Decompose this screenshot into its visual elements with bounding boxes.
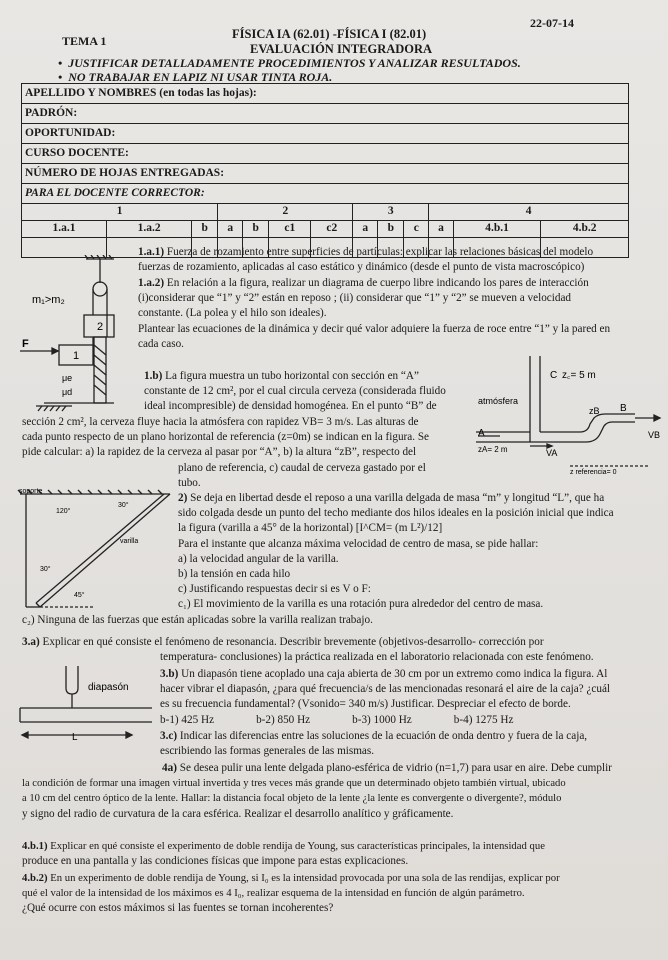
item-4b1: 4.b.1	[453, 221, 540, 238]
label-atmosfera: atmósfera	[478, 396, 519, 406]
label-mu-e: μe	[62, 373, 73, 383]
question-3c: 3.c) Indicar las diferencias entre las soluciones de la ecuación de onda dentro y fuera de la caja, escribiendo las formas generales de las mismas.	[160, 730, 588, 758]
label-diapason: diapasón	[88, 682, 129, 693]
label-block-1: 1	[73, 350, 80, 362]
label-angle-120: 120°	[56, 508, 71, 515]
label-mu-d: μd	[62, 387, 73, 397]
label-block-2: 2	[97, 321, 104, 333]
course-title: FÍSICA IA (62.01) -FÍSICA I (82.01)	[232, 27, 427, 41]
rule-2: • NO TRABAJAR EN LAPIZ NI USAR TINTA ROJA.	[58, 70, 333, 84]
field-oportunidad[interactable]: OPORTUNIDAD:	[22, 124, 629, 144]
question-1b-part-2: sección 2 cm², la cerveza fluye hacia la atmósfera con rapidez VB= 3 m/s. Las alturas de cada punto respecto de un plano horizontal de referencia (z=0m) se indican en la figura. Se pide calcular: a) la rapidez de la cerveza al pasar por “A”, b) la altura “zB”, respecto del	[22, 416, 430, 459]
question-2c2: c₂) Ninguna de las fuerzas que están aplicadas sobre la varilla realizan trabajo.	[22, 614, 373, 626]
label-b: B	[620, 403, 627, 414]
field-curso-docente[interactable]: CURSO DOCENTE:	[22, 144, 629, 164]
item-1a1: 1.a.1	[22, 221, 107, 238]
group-1: 1	[22, 204, 218, 221]
field-numero-hojas[interactable]: NÚMERO DE HOJAS ENTREGADAS:	[22, 164, 629, 184]
item-4a: a	[429, 221, 454, 238]
corrector-header: PARA EL DOCENTE CORRECTOR:	[22, 184, 629, 204]
exam-date: 22-07-14	[530, 16, 574, 30]
label-angle-45: 45°	[74, 592, 85, 599]
question-4b1: 4.b.1) Explicar en qué consiste el experimento de doble rendija de Young, sus características principales, la intensidad que produce en una pantalla y las condiciones físicas que impone para estas explicaciones.	[22, 840, 545, 868]
option-b3: b-3) 1000 Hz	[352, 713, 412, 726]
evaluation-title: EVALUACIÓN INTEGRADORA	[250, 42, 433, 56]
tema-label: TEMA 1	[62, 34, 107, 48]
figure-hanging-rod	[14, 485, 180, 615]
question-3a: 3.a) Explicar en qué consiste el fenómeno de resonancia. Describir brevemente (objetivos-desarrollo- corrección por temperatura- conclusiones) la práctica realizada en el laboratorio relacionada con este fenómeno.	[22, 636, 594, 664]
question-1a1: 1.a.1) Fuerza de rozamiento entre superficies de partículas: explicar las relaciones básicas del modelo fuerzas de rozamiento, aplicadas al caso estático y dinámico (desde el punto de vista macroscópico)	[138, 246, 594, 274]
figure-beer-tube	[470, 356, 666, 482]
item-4b2: 4.b.2	[541, 221, 629, 238]
group-3: 3	[353, 204, 429, 221]
item-3c: c	[404, 221, 429, 238]
option-b1: b-1) 425 Hz	[160, 713, 215, 726]
label-a: A	[478, 428, 485, 439]
label-l: L	[72, 732, 78, 742]
item-3a: a	[353, 221, 378, 238]
question-1b-part-3: plano de referencia, c) caudal de cerveza gastado por el tubo.	[178, 462, 426, 490]
figure-pulley-blocks	[14, 255, 138, 413]
label-angle-30: 30°	[40, 566, 51, 573]
question-1a2: 1.a.2) En relación a la figura, realizar un diagrama de cuerpo libre indicando los pares de interacción (i)considerar que “1” y “2” están en reposo ; (ii) considerar que “1” y “2” se mueven a velocidad constante. (La polea y el hilo son ideales). Plantear las ecuaciones de la dinámica y decir qué valor adquiere la fuerza de roce entre “1” y la pared en cada caso.	[138, 277, 611, 350]
item-2a: a	[218, 221, 243, 238]
item-2b: b	[243, 221, 269, 238]
option-b2: b-2) 850 Hz	[256, 713, 311, 726]
label-masses: m₁>m₂	[32, 294, 65, 306]
field-padron[interactable]: PADRÓN:	[22, 104, 629, 124]
item-3b: b	[378, 221, 404, 238]
label-zb: zB	[589, 406, 600, 416]
item-1b: b	[192, 221, 218, 238]
question-4b2: 4.b.2) En un experimento de doble rendija de Young, si I₀ es la intensidad provocada por una sola de las rendijas, explicar por qué el valor de la intensidad de los máximos es 4 I₀, realizar esquema de la intensidad en función de algún parámetro. ¿Qué ocurre con estos máximos si las fuentes se tornan incoherentes?	[22, 872, 560, 915]
group-4: 4	[429, 204, 629, 221]
resonance-options	[160, 713, 642, 728]
question-2: 2) Se deja en libertad desde el reposo a una varilla delgada de masa “m” y longitud “L”, que ha sido colgada desde un punto del techo mediante dos hilos ideales en la posición inicial que indica la figura (varilla a 45° de la horizontal) [I^CM= (m L²)/12] Para el instante que alcanza máxima velocidad de centro de masa, se pide hallar: a) la velocidad angular de la varilla. b) la tensión en cada hilo c) Justificando respuestas decir si es V o F: c₁) El movimiento de la varilla es una rotación pura alrededor del centro de masa.	[178, 492, 614, 611]
label-za: zA= 2 m	[478, 445, 508, 454]
rule-1: • JUSTIFICAR DETALLADAMENTE PROCEDIMIENTOS Y ANALIZAR RESULTADOS.	[58, 56, 521, 70]
label-soporte: soporte	[19, 488, 43, 495]
option-b4: b-4) 1275 Hz	[453, 713, 514, 726]
student-form-table	[21, 83, 629, 258]
question-4a: 4a) Se desea pulir una lente delgada plano-esférica de vidrio (n=1,7) para usar en aire. Debe cumplir la condición de formar una imagen virtual invertida y tres veces más grande que un determinado objeto también virtual, ubicado a 10 cm del centro óptico de la lente. Hallar: la distancia focal objeto de la lente ¿la lente es convergente o divergente?, módulo y signo del radio de curvatura de la cara esférica. Realizar el desarrollo analítico y gráficamente.	[22, 762, 612, 820]
group-2: 2	[218, 204, 353, 221]
label-force: F	[22, 338, 29, 350]
label-c: C	[550, 370, 558, 381]
label-zc: z꜀= 5 m	[562, 370, 596, 381]
item-2c2: c2	[311, 221, 353, 238]
label-varilla: varilla	[120, 538, 139, 545]
field-name[interactable]: APELLIDO Y NOMBRES (en todas las hojas):	[22, 84, 629, 104]
label-zref: z referencia= 0	[570, 469, 617, 476]
question-1b-part-1: 1.b) La figura muestra un tubo horizontal con sección en “A” constante de 12 cm², por el cual circula cerveza (considerada fluido ideal incompresible) de densidad homogénea. En el punto “B” de	[144, 370, 446, 413]
label-angle-30-top: 30°	[118, 502, 129, 509]
item-1a2: 1.a.2	[107, 221, 192, 238]
figure-tuning-fork-box	[14, 662, 164, 742]
question-3b: 3.b) Un diapasón tiene acoplado una caja abierta de 30 cm por un extremo como indica la figura. Al hacer vibrar el diapasón, ¿para qué frecuencia/s de las mencionadas resonará el aire de la caja? ¿cuál es su frecuencia fundamental? (Vsonido= 340 m/s) Justificar. Despreciar el efecto de borde. b-1) 425 Hz b-2) 850 Hz b-3) 1000 Hz b-4) 1275 Hz	[160, 667, 642, 728]
item-2c1: c1	[269, 221, 311, 238]
label-vb: VB	[648, 430, 661, 440]
label-va: VA	[546, 448, 558, 458]
